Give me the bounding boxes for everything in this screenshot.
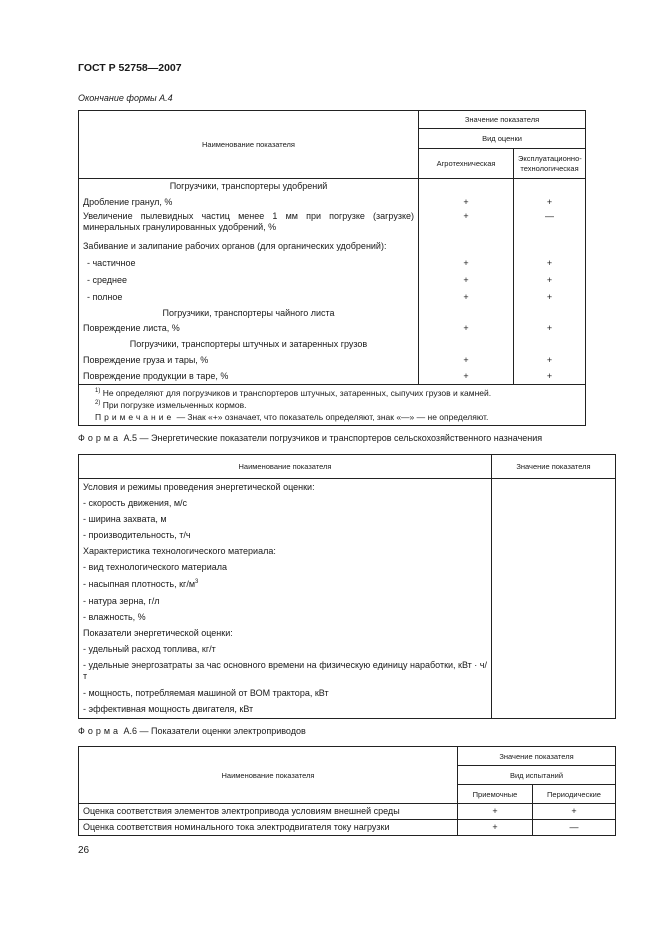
table-row bbox=[79, 306, 586, 321]
agro-mark: + bbox=[419, 272, 514, 289]
form-a4-header-expl: Эксплуатационно- технологическая bbox=[514, 149, 586, 179]
row-label: - полное bbox=[79, 289, 419, 306]
table-row bbox=[79, 369, 586, 385]
expl-mark: + bbox=[514, 272, 586, 289]
form-a6-title: Форма А.6 — Показатели оценки электроприводов bbox=[78, 726, 306, 736]
row-label: Условия и режимы проведения энергетической оценки: bbox=[79, 479, 492, 496]
table-row bbox=[79, 179, 586, 195]
row-label: Дробление гранул, % bbox=[79, 195, 419, 211]
form-a4-continuation-title: Окончание формы А.4 bbox=[78, 93, 173, 103]
form-a5-title: Форма А.5 — Энергетические показатели погрузчиков и транспортеров сельскохозяйственного назначения bbox=[78, 433, 543, 443]
form-a6-header-acceptance: Приемочные bbox=[458, 785, 533, 804]
table-row bbox=[79, 804, 616, 820]
document-header: ГОСТ Р 52758—2007 bbox=[78, 62, 182, 74]
page-number: 26 bbox=[78, 845, 90, 856]
form-a5-header-name: Наименование показателя bbox=[79, 455, 492, 479]
row-label: Оценка соответствия элементов электропривода условиям внешней среды bbox=[79, 804, 458, 820]
table-row bbox=[79, 479, 616, 496]
table-row bbox=[79, 211, 586, 239]
section-label: Погрузчики, транспортеры штучных и затаренных грузов bbox=[79, 337, 419, 353]
expl-mark: + bbox=[514, 255, 586, 272]
row-label: - удельный расход топлива, кг/т bbox=[79, 642, 492, 658]
footnote-1: $^{1)}$ Не определяют для погрузчиков и транспортеров штучных, затаренных, сыпучих грузов и камней. bbox=[95, 388, 492, 398]
expl-mark: — bbox=[514, 211, 586, 239]
row-label: - влажность, % bbox=[79, 610, 492, 626]
agro-mark: + bbox=[419, 255, 514, 272]
row-label: - ширина захвата, м bbox=[79, 512, 492, 528]
expl-mark: + bbox=[514, 195, 586, 211]
agro-mark: + bbox=[419, 369, 514, 385]
table-row bbox=[79, 820, 616, 836]
form-a4-header-agro: Агротехническая bbox=[419, 149, 514, 179]
row-label: Показатели энергетической оценки: bbox=[79, 626, 492, 642]
form-a4-table bbox=[78, 110, 586, 426]
agro-mark: + bbox=[419, 321, 514, 337]
table-row bbox=[79, 289, 586, 306]
row-label: - эффективная мощность двигателя, кВт bbox=[79, 702, 492, 719]
row-label: Забивание и залипание рабочих органов (для органических удобрений): bbox=[79, 239, 419, 255]
table-row bbox=[79, 337, 586, 353]
agro-mark: + bbox=[419, 289, 514, 306]
row-label: - среднее bbox=[79, 272, 419, 289]
expl-mark: + bbox=[514, 289, 586, 306]
table-row bbox=[79, 239, 586, 255]
row-label: Характеристика технологического материала: bbox=[79, 544, 492, 560]
row-label: - частичное bbox=[79, 255, 419, 272]
form-a6-header-kind: Вид испытаний bbox=[458, 766, 616, 785]
acceptance-mark: + bbox=[458, 804, 533, 820]
row-label: Увеличение пылевидных частиц менее 1 мм при погрузке (загрузке) минеральных гранулированных удобрений, % bbox=[79, 211, 419, 239]
form-a4-header-kind: Вид оценки bbox=[419, 129, 586, 149]
row-label: Повреждение продукции в таре, % bbox=[79, 369, 419, 385]
agro-mark: + bbox=[419, 211, 514, 239]
row-label: - скорость движения, м/с bbox=[79, 496, 492, 512]
form-a6-header-name: Наименование показателя bbox=[79, 747, 458, 804]
row-label: - натура зерна, г/л bbox=[79, 593, 492, 610]
row-label: - насыпная плотность, $кг/м^3$ bbox=[79, 576, 492, 593]
table-row bbox=[79, 321, 586, 337]
agro-mark: + bbox=[419, 195, 514, 211]
table-row bbox=[79, 195, 586, 211]
periodic-mark: — bbox=[533, 820, 616, 836]
row-label: Повреждение листа, % bbox=[79, 321, 419, 337]
form-a5-header-value: Значение показателя bbox=[492, 455, 616, 479]
form-a4-header-name: Наименование показателя bbox=[79, 111, 419, 179]
periodic-mark: + bbox=[533, 804, 616, 820]
section-label: Погрузчики, транспортеры чайного листа bbox=[79, 306, 419, 321]
row-label: - производительность, т/ч bbox=[79, 528, 492, 544]
table-row bbox=[79, 272, 586, 289]
table-row bbox=[79, 353, 586, 369]
form-a6-table bbox=[78, 746, 616, 836]
row-label: Оценка соответствия номинального тока электродвигателя току нагрузки bbox=[79, 820, 458, 836]
form-a4-notes bbox=[79, 385, 586, 426]
section-label: Погрузчики, транспортеры удобрений bbox=[79, 179, 419, 195]
form-a4-header-value: Значение показателя bbox=[419, 111, 586, 129]
expl-mark: + bbox=[514, 353, 586, 369]
row-label: - удельные энергозатраты за час основного времени на физическую единицу наработки, кВт · ч/т bbox=[79, 658, 492, 685]
row-label: - мощность, потребляемая машиной от ВОМ трактора, кВт bbox=[79, 685, 492, 702]
form-a6-header-value: Значение показателя bbox=[458, 747, 616, 766]
table-row bbox=[79, 255, 586, 272]
expl-mark: + bbox=[514, 321, 586, 337]
row-label: Повреждение груза и тары, % bbox=[79, 353, 419, 369]
row-label: - вид технологического материала bbox=[79, 560, 492, 576]
footnote-2: $^{2)}$ При погрузке измельченных кормов. bbox=[95, 400, 247, 410]
agro-mark: + bbox=[419, 353, 514, 369]
expl-mark: + bbox=[514, 369, 586, 385]
form-a5-table bbox=[78, 454, 616, 719]
acceptance-mark: + bbox=[458, 820, 533, 836]
form-a6-header-periodic: Периодические bbox=[533, 785, 616, 804]
note: Примечание — Знак «+» означает, что показатель определяют, знак «—» — не определяют. bbox=[95, 412, 489, 422]
